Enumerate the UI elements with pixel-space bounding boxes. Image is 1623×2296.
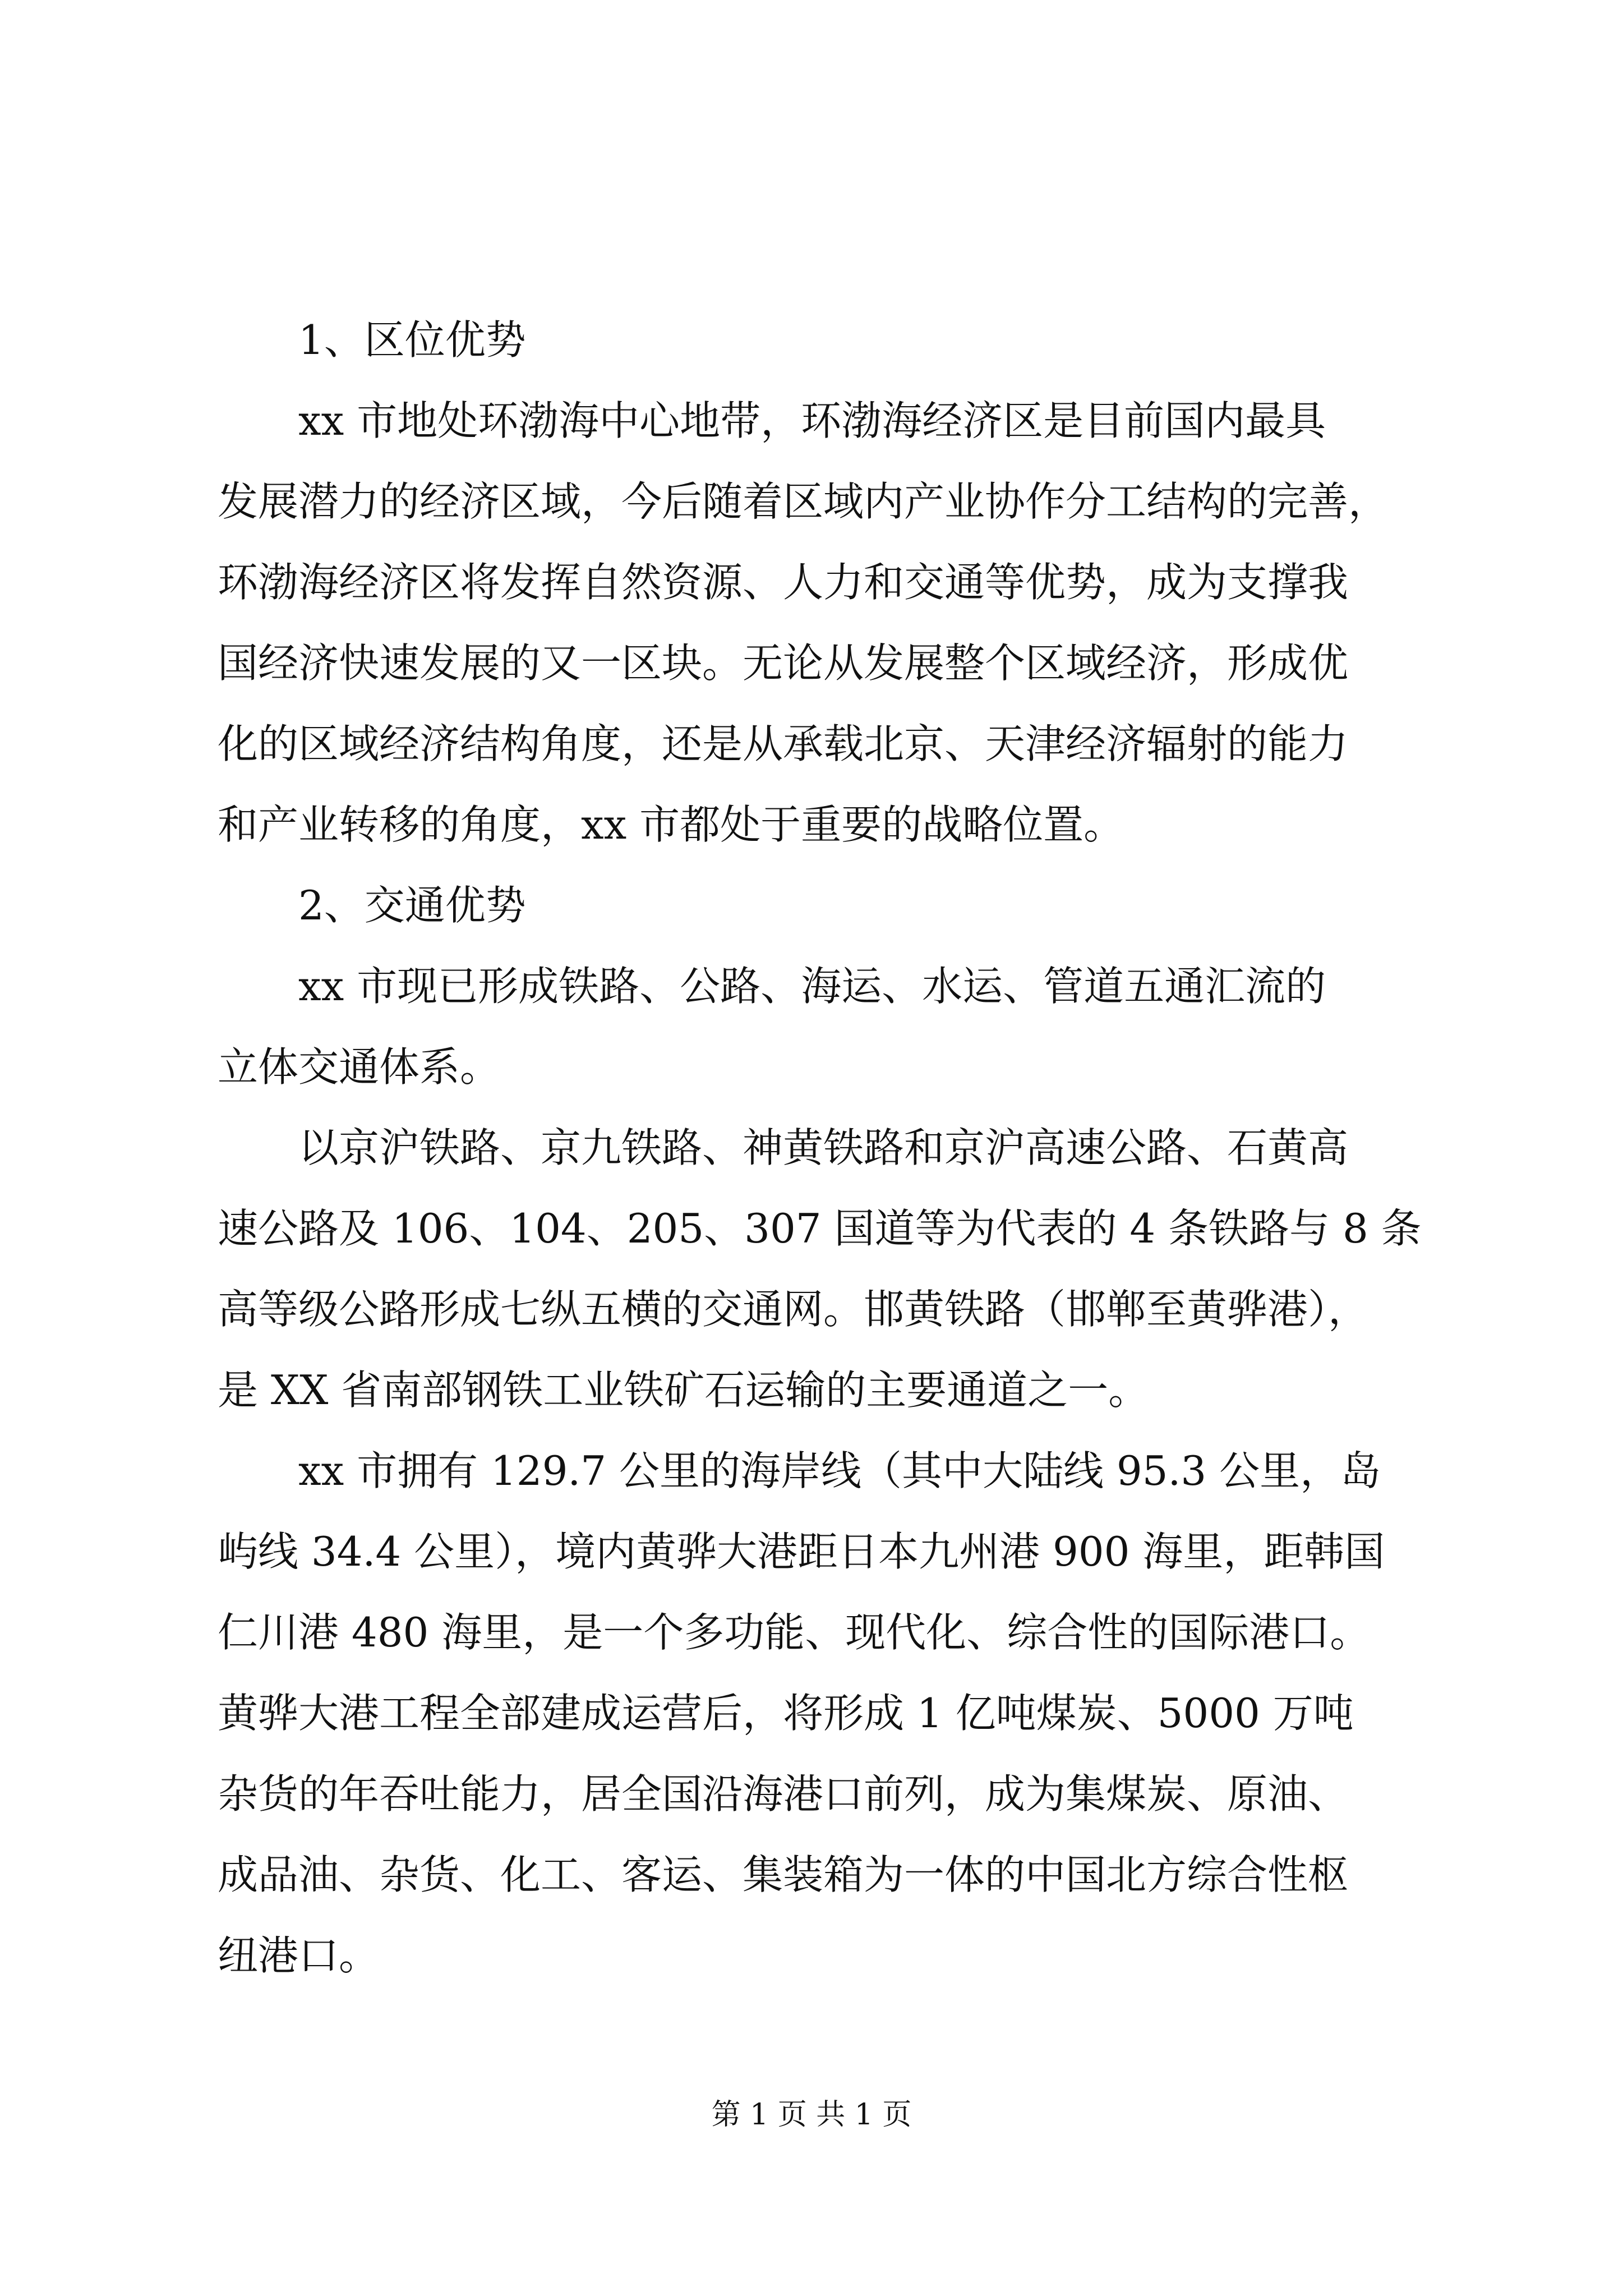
paragraph-line: 高等级公路形成七纵五横的交通网。邯黄铁路（邯郸至黄骅港），: [218, 1286, 1369, 1333]
paragraph-line: 化的区域经济结构角度，还是从承载北京、天津经济辐射的能力: [218, 720, 1349, 767]
paragraph-line: 国经济快速发展的又一区块。无论从发展整个区域经济，形成优: [218, 639, 1349, 687]
paragraph-line: xx 市现已形成铁路、公路、海运、水运、管道五通汇流的: [298, 963, 1326, 1010]
paragraph-line: 速公路及 106、104、205、307 国道等为代表的 4 条铁路与 8 条: [218, 1205, 1422, 1252]
paragraph-line: 立体交通体系。: [218, 1043, 501, 1091]
paragraph-line: 环渤海经济区将发挥自然资源、人力和交通等优势，成为支撑我: [218, 559, 1349, 606]
paragraph-line: 以京沪铁路、京九铁路、神黄铁路和京沪高速公路、石黄高: [298, 1124, 1349, 1171]
heading-transport-advantage: 2、交通优势: [298, 882, 526, 929]
paragraph-line: xx 市地处环渤海中心地带，环渤海经济区是目前国内最具: [298, 397, 1326, 444]
paragraph-line: 纽港口。: [218, 1932, 380, 1979]
paragraph-line: 发展潜力的经济区域，今后随着区域内产业协作分工结构的完善，: [218, 478, 1389, 525]
paragraph-line: 成品油、杂货、化工、客运、集装箱为一体的中国北方综合性枢: [218, 1851, 1349, 1898]
paragraph-line: 是 XX 省南部钢铁工业铁矿石运输的主要通道之一。: [218, 1366, 1149, 1414]
page-footer: 第 1 页 共 1 页: [711, 2098, 912, 2132]
paragraph-line: xx 市拥有 129.7 公里的海岸线（其中大陆线 95.3 公里，岛: [298, 1447, 1381, 1494]
paragraph-line: 屿线 34.4 公里），境内黄骅大港距日本九州港 900 海里，距韩国: [218, 1528, 1385, 1575]
paragraph-line: 和产业转移的角度，xx 市都处于重要的战略位置。: [218, 801, 1124, 848]
heading-location-advantage: 1、区位优势: [298, 316, 526, 364]
paragraph-line: 杂货的年吞吐能力，居全国沿海港口前列，成为集煤炭、原油、: [218, 1770, 1349, 1818]
paragraph-line: 仁川港 480 海里，是一个多功能、现代化、综合性的国际港口。: [218, 1609, 1371, 1656]
paragraph-line: 黄骅大港工程全部建成运营后，将形成 1 亿吨煤炭、5000 万吨: [218, 1690, 1354, 1737]
